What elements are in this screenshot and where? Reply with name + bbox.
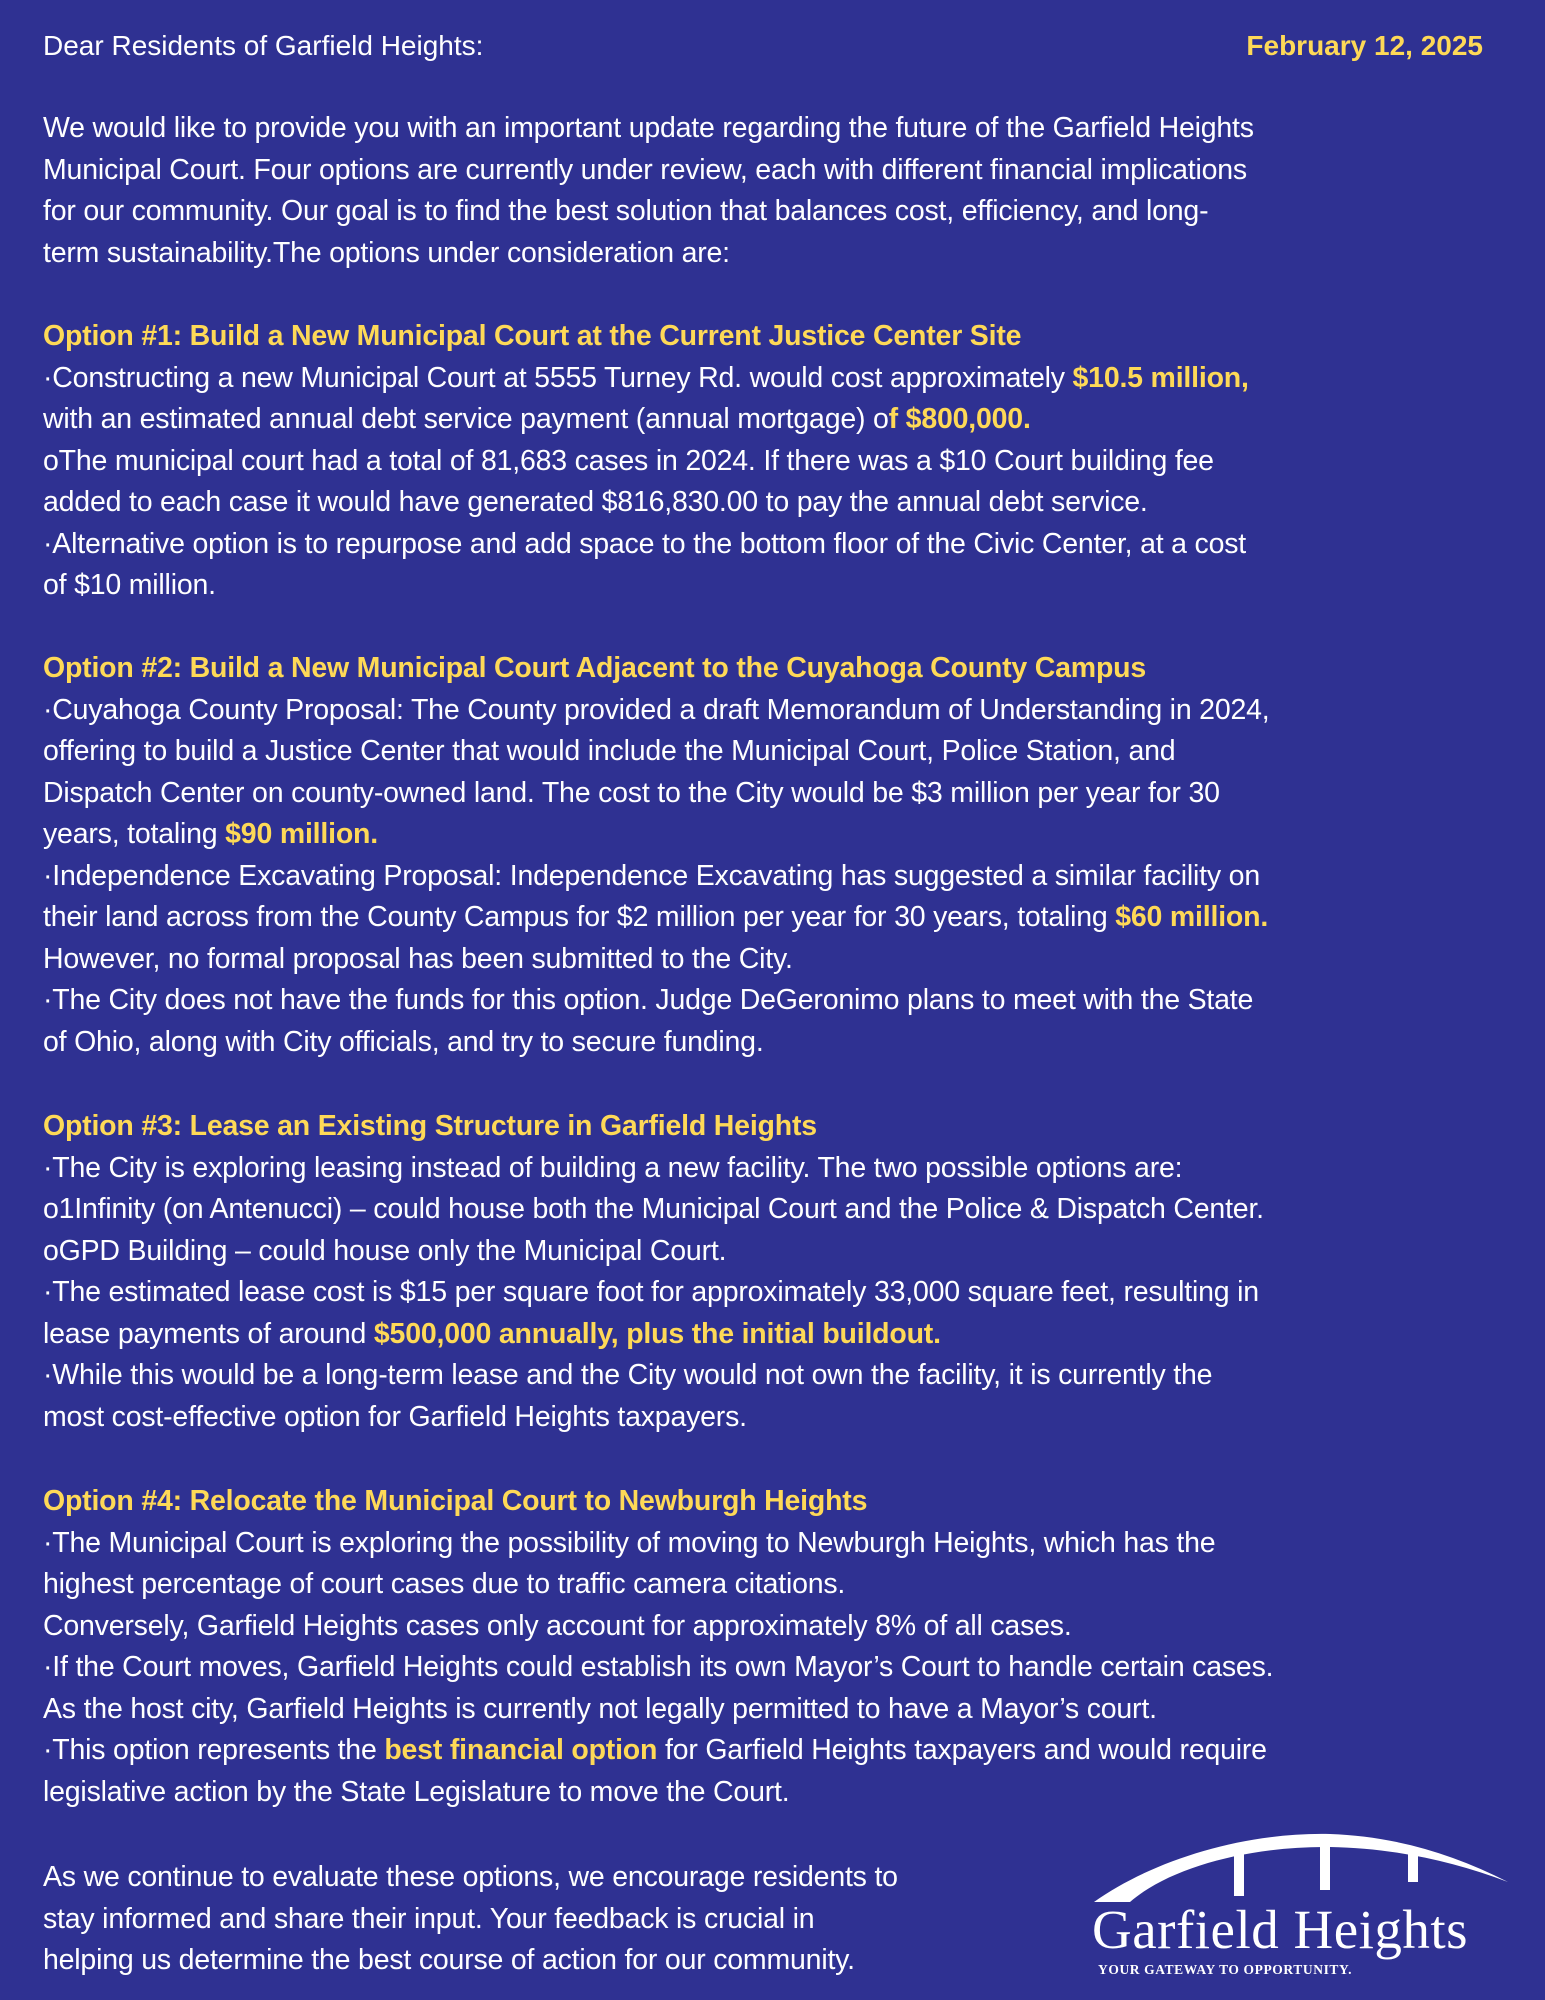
option-line: o1Infinity (on Antenucci) – could house both the Municipal Court and the Police & Dispatch Center. (43, 1193, 1264, 1225)
line-text: lease payments of around (43, 1317, 374, 1350)
option-line: However, no formal proposal has been submitted to the City. (43, 942, 793, 975)
option-line: ·The estimated lease cost is $15 per square foot for approximately 33,000 square feet, resulting in (43, 1276, 1259, 1308)
option-line: Conversely, Garfield Heights cases only account for approximately 8% of all cases. (43, 1609, 1072, 1642)
option-line: of Ohio, along with City officials, and try to secure funding. (43, 1025, 764, 1058)
option-line: oGPD Building – could house only the Municipal Court. (43, 1234, 727, 1267)
option-line: ·While this would be a long-term lease and the City would not own the facility, it is currently the (43, 1359, 1213, 1391)
option-line: ·Alternative option is to repurpose and add space to the bottom floor of the Civic Center, at a cost (43, 527, 1247, 560)
option-line: highest percentage of court cases due to traffic camera citations. (43, 1568, 846, 1600)
option-2-title: Option #2: Build a New Municipal Court Adjacent to the Cuyahoga County Campus (43, 652, 1147, 684)
option-line: offering to build a Justice Center that would include the Municipal Court, Police Station, and (43, 735, 1176, 767)
option-line: of $10 million. (43, 569, 216, 601)
line-text: ·This option represents the (43, 1734, 385, 1766)
letter-header (43, 26, 1483, 66)
option-4-title: Option #4: Relocate the Municipal Court to Newburgh Heights (43, 1485, 868, 1517)
highlight-amount: $60 million. (1115, 901, 1269, 933)
option-line: legislative action by the State Legislature to move the Court. (43, 1775, 790, 1808)
highlight-phrase: best financial option (384, 1734, 658, 1766)
line-text: their land across from the County Campus for $2 million per year for 30 years, totaling (43, 901, 1116, 933)
option-line (43, 399, 1503, 441)
letter-date: February 12, 2025 (1246, 30, 1483, 61)
highlight-amount: $500,000 annually, plus the initial buildout. (373, 1317, 941, 1350)
option-3-title: Option #3: Lease an Existing Structure in Garfield Heights (43, 1110, 817, 1142)
option-line: ·The City is exploring leasing instead of building a new facility. The two possible options are: (43, 1151, 1183, 1184)
option-line (43, 1314, 1503, 1356)
highlight-amount: $10.5 million, (1072, 361, 1249, 394)
option-line: ·The City does not have the funds for this option. Judge DeGeronimo plans to meet with the State (43, 984, 1254, 1016)
intro-line: We would like to provide you with an important update regarding the future of the Garfield Heights (43, 112, 1254, 144)
option-line: ·Cuyahoga County Proposal: The County provided a draft Memorandum of Understanding in 2024, (43, 693, 1270, 726)
option-line: ·The Municipal Court is exploring the possibility of moving to Newburgh Heights, which has the (43, 1526, 1216, 1559)
closing-line: helping us determine the best course of action for our community. (43, 1944, 855, 1976)
line-text: with an estimated annual debt service payment (annual mortgage) o (43, 403, 889, 435)
option-line (43, 814, 1503, 856)
intro-line: for our community. Our goal is to find the best solution that balances cost, efficiency, and long- (43, 195, 1209, 227)
option-line: oThe municipal court had a total of 81,683 cases in 2024. If there was a $10 Court building fee (43, 444, 1214, 477)
intro-line: term sustainability.The options under consideration are: (43, 236, 730, 269)
option-line: ·Independence Excavating Proposal: Independence Excavating has suggested a similar facility on (43, 859, 1260, 892)
option-line (43, 358, 1503, 400)
logo-wordmark: Garfield Heights (1092, 1899, 1469, 1960)
option-line: ·If the Court moves, Garfield Heights could establish its own Mayor’s Court to handle certain cases. (43, 1651, 1274, 1683)
option-3-section (43, 1106, 1503, 1438)
garfield-heights-logo (1090, 1822, 1510, 1982)
line-text: ·Constructing a new Municipal Court at 5555 Turney Rd. would cost approximately (43, 361, 1073, 394)
option-line: most cost-effective option for Garfield Heights taxpayers. (43, 1400, 747, 1433)
option-line (43, 897, 1503, 939)
option-line: As the host city, Garfield Heights is currently not legally permitted to have a Mayor’s court. (43, 1692, 1157, 1725)
line-text: for Garfield Heights taxpayers and would require (657, 1734, 1267, 1766)
closing-line: stay informed and share their input. Your feedback is crucial in (43, 1902, 815, 1935)
option-2-section (43, 648, 1503, 1063)
option-line (43, 1730, 1503, 1772)
closing-line: As we continue to evaluate these options, we encourage residents to (43, 1861, 898, 1893)
line-text: years, totaling (43, 818, 226, 850)
option-1-section (43, 316, 1503, 607)
option-1-title: Option #1: Build a New Municipal Court at the Current Justice Center Site (43, 320, 1022, 352)
salutation: Dear Residents of Garfield Heights: (43, 30, 484, 61)
option-line: Dispatch Center on county-owned land. The cost to the City would be $3 million per year for 30 (43, 776, 1220, 809)
highlight-amount: $90 million. (225, 818, 378, 850)
option-4-section (43, 1481, 1503, 1813)
highlight-amount: f $800,000. (888, 403, 1031, 435)
intro-line: Municipal Court. Four options are currently under review, each with different financial implications (43, 153, 1247, 186)
option-line: added to each case it would have generated $816,830.00 to pay the annual debt service. (43, 486, 1148, 518)
closing-paragraph (43, 1857, 1073, 1982)
logo-tagline: YOUR GATEWAY TO OPPORTUNITY. (1098, 1962, 1353, 1977)
intro-paragraph (43, 108, 1503, 274)
